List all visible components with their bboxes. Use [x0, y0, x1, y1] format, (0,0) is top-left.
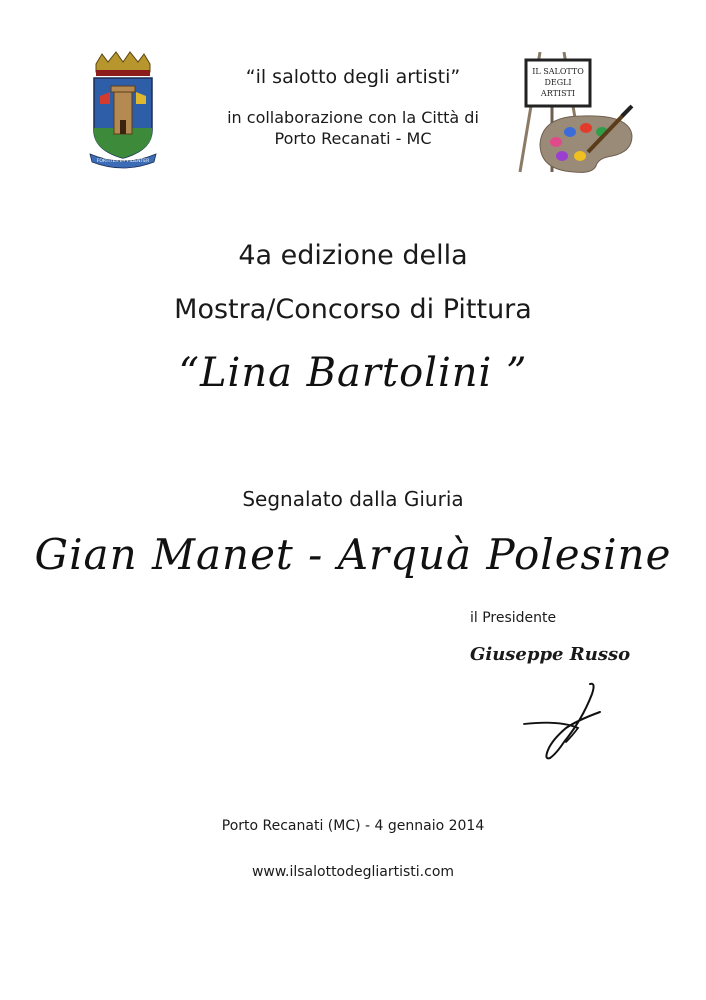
- dedication-name: “Lina Bartolini ”: [178, 350, 528, 396]
- handwritten-signature: [520, 680, 610, 762]
- collaboration-line-2: Porto Recanati - MC: [274, 129, 432, 148]
- collaboration-line-1: in collaborazione con la Città di: [227, 108, 479, 127]
- president-name: Giuseppe Russo: [470, 644, 631, 665]
- winner-name: Gian Manet - Arquà Polesine: [34, 530, 672, 579]
- coat-motto: FORTITER ET FIDENTER: [96, 159, 150, 164]
- collaboration-text: [0, 107, 706, 149]
- easel-sign-line1: IL SALOTTO: [532, 67, 584, 76]
- edition-title: 4a edizione della: [238, 240, 468, 271]
- website-link[interactable]: www.ilsalottodegliartisti.com: [251, 864, 455, 880]
- jury-mention: Segnalato dalla Giuria: [242, 487, 464, 511]
- president-label: il Presidente: [470, 610, 557, 626]
- easel-sign-line3: ARTISTI: [540, 89, 576, 98]
- contest-title: Mostra/Concorso di Pittura: [174, 294, 532, 325]
- organization-name: “il salotto degli artisti”: [245, 66, 461, 88]
- place-date: Porto Recanati (MC) - 4 gennaio 2014: [221, 818, 485, 834]
- easel-sign-line2: DEGLI: [544, 78, 572, 87]
